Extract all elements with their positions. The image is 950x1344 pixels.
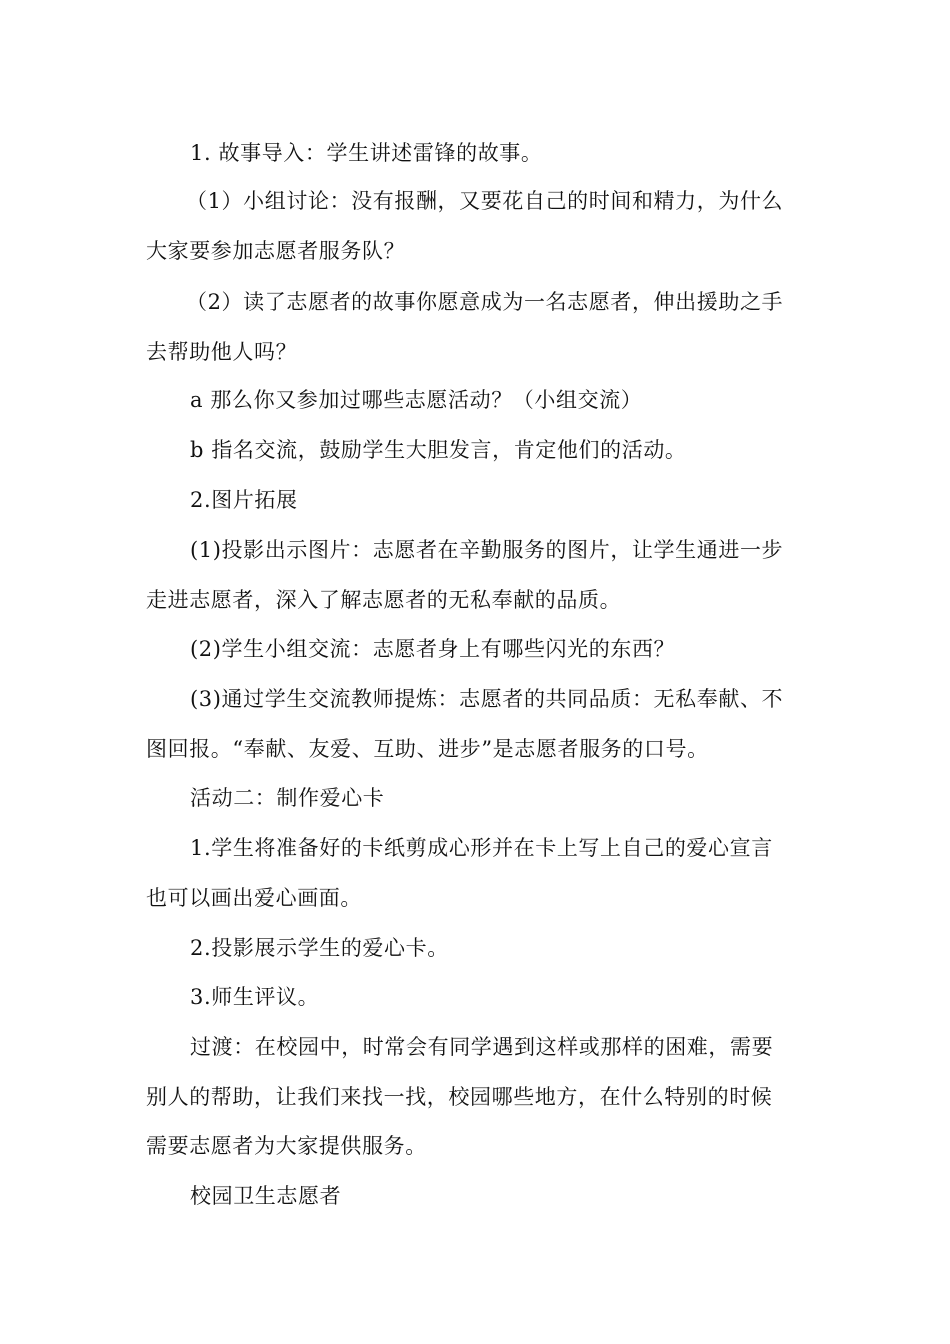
- text-line: 别人的帮助，让我们来找一找，校园哪些地方，在什么特别的时候: [146, 1085, 773, 1109]
- section-heading: 2.图片拓展: [190, 488, 298, 512]
- text-line: a 那么你又参加过哪些志愿活动？（小组交流）: [190, 388, 643, 412]
- section-heading: 校园卫生志愿者: [190, 1184, 342, 1208]
- text-line: 图回报。“奉献、友爱、互助、进步”是志愿者服务的口号。: [146, 737, 709, 761]
- text-line: (2)学生小组交流：志愿者身上有哪些闪光的东西？: [190, 637, 676, 661]
- text-line: 1.学生将准备好的卡纸剪成心形并在卡上写上自己的爱心宣言: [190, 836, 773, 860]
- text-line: 也可以画出爱心画面。: [146, 886, 362, 910]
- text-line: 3.师生评议。: [190, 985, 320, 1009]
- text-line: （2）读了志愿者的故事你愿意成为一名志愿者，伸出援助之手: [186, 290, 784, 314]
- text-line: 大家要参加志愿者服务队？: [146, 239, 406, 263]
- text-line: b 指名交流，鼓励学生大胆发言，肯定他们的活动。: [190, 438, 687, 462]
- text-line: 需要志愿者为大家提供服务。: [146, 1134, 427, 1158]
- text-line: 走进志愿者，深入了解志愿者的无私奉献的品质。: [146, 588, 622, 612]
- text-line: 去帮助他人吗？: [146, 340, 298, 364]
- text-line: 1. 故事导入：学生讲述雷锋的故事。: [190, 141, 543, 165]
- text-line: (3)通过学生交流教师提炼：志愿者的共同品质：无私奉献、不: [190, 687, 784, 711]
- text-line: 2.投影展示学生的爱心卡。: [190, 936, 449, 960]
- text-line: 过渡：在校园中，时常会有同学遇到这样或那样的困难，需要: [190, 1035, 774, 1059]
- text-line: （1）小组讨论：没有报酬，又要花自己的时间和精力，为什么: [186, 189, 784, 213]
- text-line: (1)投影出示图片：志愿者在辛勤服务的图片，让学生通进一步: [190, 538, 784, 562]
- section-heading: 活动二：制作爱心卡: [190, 786, 385, 810]
